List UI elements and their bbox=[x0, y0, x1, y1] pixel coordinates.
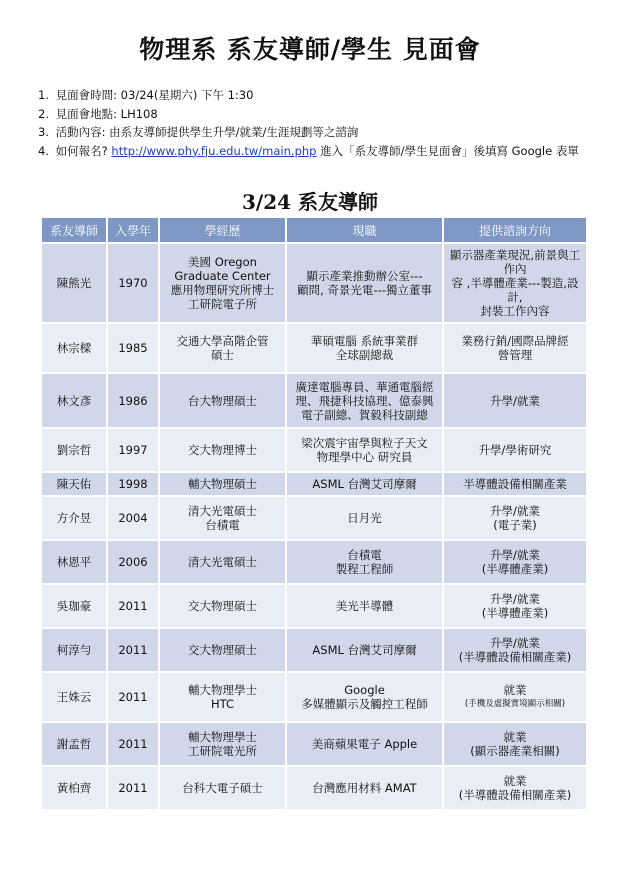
table-row bbox=[41, 472, 587, 496]
current-position: 華碩電腦 系統事業群 全球副總裁 bbox=[286, 323, 443, 373]
column-header-position: 現職 bbox=[286, 217, 443, 243]
event-info-list bbox=[38, 86, 608, 160]
mentor-name: 柯淳勻 bbox=[41, 628, 107, 672]
advice-direction: 升學/就業 (半導體產業) bbox=[443, 584, 587, 628]
education: 清大光電碩士 台積電 bbox=[159, 496, 286, 540]
entry-year: 2011 bbox=[107, 766, 159, 810]
entry-year: 2011 bbox=[107, 584, 159, 628]
education: 輔大物理學士 工研院電光所 bbox=[159, 722, 286, 766]
table-row bbox=[41, 428, 587, 472]
advice-direction: 升學/就業 (電子業) bbox=[443, 496, 587, 540]
current-position: ASML 台灣艾司摩爾 bbox=[286, 472, 443, 496]
entry-year: 1986 bbox=[107, 373, 159, 428]
education: 交大物理碩士 bbox=[159, 584, 286, 628]
mentor-name: 方介昱 bbox=[41, 496, 107, 540]
current-position: 廣達電腦專員、華通電腦經 理、飛捷科技協理、億泰興 電子副總、賀毅科技副總 bbox=[286, 373, 443, 428]
column-header-advice: 提供諮詢方向 bbox=[443, 217, 587, 243]
column-header-mentor: 系友導師 bbox=[41, 217, 107, 243]
section-title: 3/24 系友導師 bbox=[241, 190, 378, 214]
table-row bbox=[41, 323, 587, 373]
page-title: 物理系 系友導師/學生 見面會 bbox=[139, 35, 481, 64]
education: 台科大電子碩士 bbox=[159, 766, 286, 810]
table-row bbox=[41, 496, 587, 540]
education: 美國 Oregon Graduate Center 應用物理研究所博士 工研院電子所 bbox=[159, 243, 286, 323]
table-row bbox=[41, 540, 587, 584]
info-item-signup bbox=[38, 142, 608, 161]
table-row bbox=[41, 243, 587, 323]
column-header-education: 學經歷 bbox=[159, 217, 286, 243]
current-position: 日月光 bbox=[286, 496, 443, 540]
mentor-name: 陳天佑 bbox=[41, 472, 107, 496]
info-item-time bbox=[38, 86, 608, 105]
mentor-name: 謝孟哲 bbox=[41, 722, 107, 766]
signup-label: 如何報名? bbox=[55, 143, 112, 158]
mentor-name: 王姝云 bbox=[41, 672, 107, 722]
current-position: 美商蘋果電子 Apple bbox=[286, 722, 443, 766]
advice-direction: 升學/就業 bbox=[443, 373, 587, 428]
info-item-number: 2. bbox=[38, 106, 49, 121]
entry-year: 2011 bbox=[107, 722, 159, 766]
signup-link[interactable]: http://www.phy.fju.edu.tw/main.php bbox=[111, 143, 317, 158]
education: 台大物理碩士 bbox=[159, 373, 286, 428]
education: 交大物理碩士 bbox=[159, 628, 286, 672]
info-item-number: 4. bbox=[38, 143, 49, 158]
mentor-name: 陳熊光 bbox=[41, 243, 107, 323]
mentor-name: 林恩平 bbox=[41, 540, 107, 584]
info-item-location bbox=[38, 105, 608, 124]
entry-year: 1997 bbox=[107, 428, 159, 472]
info-item-text: 見面會時間: 03/24(星期六) 下午 1:30 bbox=[55, 88, 254, 102]
advice-direction: 升學/學術研究 bbox=[443, 428, 587, 472]
education: 輔大物理碩士 bbox=[159, 472, 286, 496]
table-row bbox=[41, 628, 587, 672]
mentor-name: 林宗樑 bbox=[41, 323, 107, 373]
signup-instructions: 進入「系友導師/學生見面會」後填寫 Google 表單 bbox=[316, 143, 579, 158]
table-row bbox=[41, 766, 587, 810]
current-position: 台灣應用材料 AMAT bbox=[286, 766, 443, 810]
mentor-name: 林文彥 bbox=[41, 373, 107, 428]
current-position: Google 多媒體顯示及觸控工程師 bbox=[286, 672, 443, 722]
column-header-year: 入學年 bbox=[107, 217, 159, 243]
table-row bbox=[41, 722, 587, 766]
advice-direction: 業務行銷/國際品牌經 營管理 bbox=[443, 323, 587, 373]
info-item-text: 見面會地點: LH108 bbox=[55, 106, 158, 121]
mentor-name: 吳珈豪 bbox=[41, 584, 107, 628]
info-item-number: 1. bbox=[38, 88, 49, 102]
entry-year: 1998 bbox=[107, 472, 159, 496]
education: 交通大學高階企管 碩士 bbox=[159, 323, 286, 373]
table-row bbox=[41, 373, 587, 428]
advice-direction: 半導體設備相關產業 bbox=[443, 472, 587, 496]
entry-year: 2011 bbox=[107, 628, 159, 672]
current-position: 台積電 製程工程師 bbox=[286, 540, 443, 584]
mentor-name: 劉宗哲 bbox=[41, 428, 107, 472]
entry-year: 1985 bbox=[107, 323, 159, 373]
entry-year: 2004 bbox=[107, 496, 159, 540]
advice-direction: 就業 (顯示器產業相關) bbox=[443, 722, 587, 766]
entry-year: 1970 bbox=[107, 243, 159, 323]
current-position: 梁次震宇宙學與粒子天文 物理學中心 研究員 bbox=[286, 428, 443, 472]
advice-direction: 顯示器產業現況,前景與工作內 容 ,半導體產業---製造,設計, 封裝工作內容 bbox=[443, 243, 587, 323]
current-position: 顯示產業推動辦公室--- 顧問, 奇景光電---獨立董事 bbox=[286, 243, 443, 323]
info-item-text: 活動內容: 由系友導師提供學生升學/就業/生涯規劃等之諮詢 bbox=[55, 125, 359, 139]
table-row bbox=[41, 584, 587, 628]
info-item-content bbox=[38, 123, 608, 142]
education: 清大光電碩士 bbox=[159, 540, 286, 584]
advice-direction: 就業 (手機及虛擬實境顯示相關) bbox=[443, 672, 587, 722]
mentor-table bbox=[40, 216, 588, 811]
entry-year: 2011 bbox=[107, 672, 159, 722]
mentor-name: 黃柏齊 bbox=[41, 766, 107, 810]
current-position: 美光半導體 bbox=[286, 584, 443, 628]
current-position: ASML 台灣艾司摩爾 bbox=[286, 628, 443, 672]
education: 輔大物理學士 HTC bbox=[159, 672, 286, 722]
advice-direction: 就業 (半導體設備相關產業) bbox=[443, 766, 587, 810]
info-item-number: 3. bbox=[38, 125, 49, 139]
advice-direction: 升學/就業 (半導體產業) bbox=[443, 540, 587, 584]
table-header-row bbox=[41, 217, 587, 243]
education: 交大物理博士 bbox=[159, 428, 286, 472]
entry-year: 2006 bbox=[107, 540, 159, 584]
advice-direction: 升學/就業 (半導體設備相關產業) bbox=[443, 628, 587, 672]
table-row bbox=[41, 672, 587, 722]
